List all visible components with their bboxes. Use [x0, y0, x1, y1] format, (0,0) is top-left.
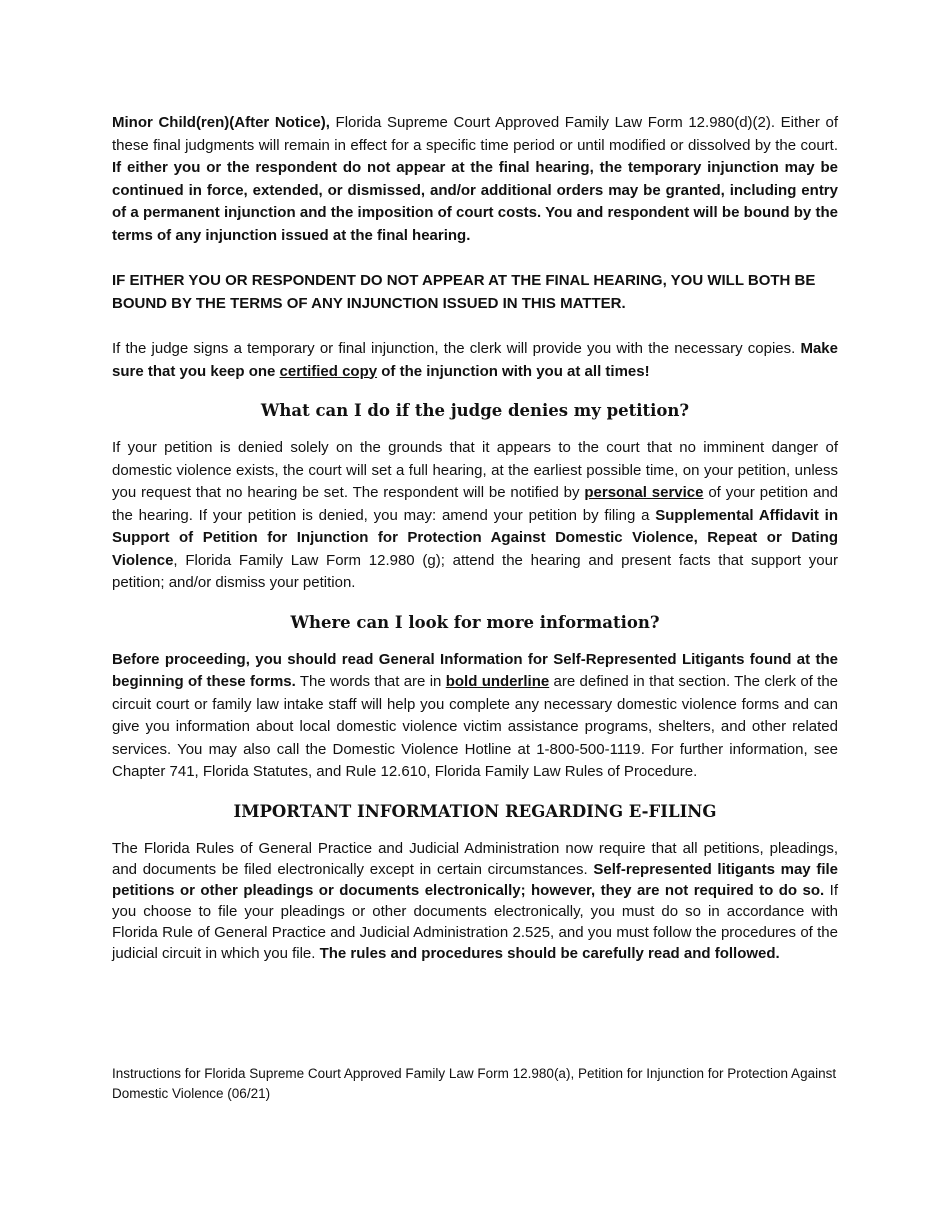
efiling-heading: IMPORTANT INFORMATION REGARDING E-FILING — [233, 801, 717, 821]
info-emphasis: Before proceeding, you should read General Information for Self-Represented Litigants found at the beginning of these forms. — [112, 650, 838, 690]
efiling-emphasis-2: The rules and procedures should be carefully read and followed. — [319, 944, 780, 962]
intro-form-name: Minor Child(ren)(After Notice), — [112, 114, 330, 131]
copies-emphasis-2: of the injunction with you at all times! — [377, 362, 650, 380]
copies-text: If the judge signs a temporary or final injunction, the clerk will provide you with the necessary copies. — [112, 340, 801, 357]
denied-text-2: of your petition and the hearing. If your petition is denied, you may: amend your petition by filing a — [112, 484, 839, 524]
efiling-emphasis-1: Self-represented litigants may file petitions or other pleadings or documents electronically; however, they are not required to do so. — [112, 860, 838, 899]
info-paragraph — [112, 649, 838, 784]
denied-heading: What can I do if the judge denies my petition? — [260, 401, 690, 420]
denied-text-1: If your petition is denied solely on the grounds that it appears to the court that no imminent danger of domestic violence exists, the court will set a full hearing, at the earliest possible time, on your petition, unless you request that no hearing be set. The respondent will be notified by — [112, 439, 838, 501]
supplemental-affidavit-name: Supplemental Affidavit in Support of Petition for Injunction for Protection Against Domestic Violence, Repeat or Dating Violence — [112, 506, 838, 569]
denied-text-3: , Florida Family Law Form 12.980 (g); attend the hearing and present facts that support your petition; and/or dismiss your petition. — [112, 551, 838, 591]
denied-paragraph — [112, 437, 838, 595]
info-text-2: are defined in that section. The clerk of the circuit court or family law intake staff will help you complete any necessary domestic violence forms and can give you information about local domestic violence victim assistance programs, shelters, and other related services. You may also call the Domestic Violence Hotline at 1-800-500-1119. For further information, see Chapter 741, Florida Statutes, and Rule 12.610, Florida Family Law Rules of Procedure. — [112, 673, 839, 780]
caps-warning: IF EITHER YOU OR RESPONDENT DO NOT APPEAR AT THE FINAL HEARING, YOU WILL BOTH BE BOUND BY THE TERMS OF ANY INJUNCTION ISSUED IN THIS MATTER. — [112, 272, 816, 312]
info-heading: Where can I look for more information? — [290, 612, 660, 632]
personal-service-term: personal service — [584, 484, 704, 501]
intro-text: Florida Supreme Court Approved Family Law Form 12.980(d)(2). Either of these final judgments will remain in effect for a specific time period or until modified or dissolved by the court. — [112, 114, 838, 154]
efiling-text-2: If you choose to file your pleadings or other documents electronically, you must do so in accordance with Florida Rule of General Practice and Judicial Administration 2.525, and you must follow the procedures of the judicial circuit in which you file. — [112, 881, 838, 962]
copies-paragraph — [112, 338, 838, 383]
efiling-text-1: The Florida Rules of General Practice and Judicial Administration now require that all petitions, pleadings, and documents be filed electronically except in certain circumstances. — [112, 839, 838, 878]
certified-copy-term: certified copy — [279, 362, 378, 380]
bold-underline-term: bold underline — [445, 673, 550, 690]
copies-emphasis-1: Make sure that you keep one — [112, 340, 838, 380]
page-footer: Instructions for Florida Supreme Court Approved Family Law Form 12.980(a), Petition for Injunction for Protection Against Domestic Violence (06/21) — [112, 1066, 837, 1101]
intro-warning: If either you or the respondent do not appear at the final hearing, the temporary injunction may be continued in force, extended, or dismissed, and/or additional orders may be granted, including entry of a permanent injunction and the imposition of court costs. You and respondent will be bound by the terms of any injunction issued at the final hearing. — [112, 159, 838, 244]
efiling-paragraph — [112, 838, 838, 964]
intro-paragraph — [112, 112, 838, 247]
info-text-1: The words that are in — [295, 673, 446, 690]
